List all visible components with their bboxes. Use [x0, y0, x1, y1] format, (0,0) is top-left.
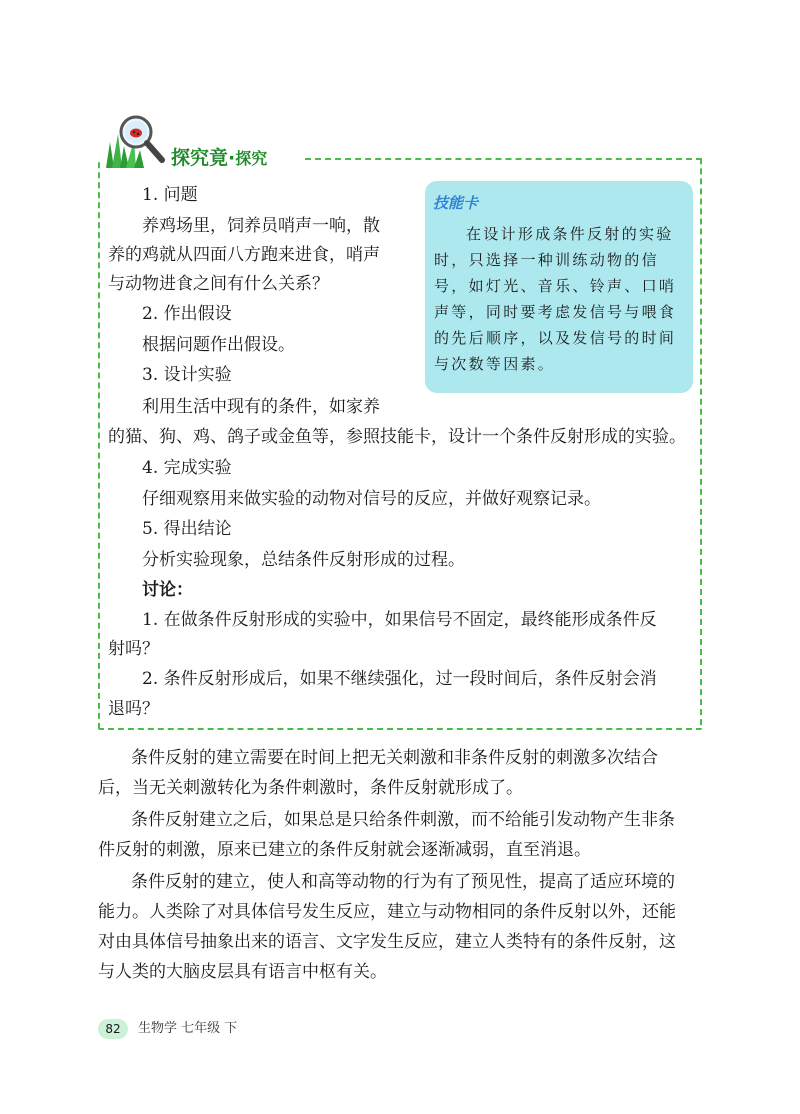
discussion-question: 1. 在做条件反射形成的实验中，如果信号不固定，最终能形成条件反: [142, 610, 657, 630]
discussion-question: 射吗？: [108, 639, 159, 659]
step-heading: 1. 问题: [142, 185, 198, 205]
body-paragraph-line: 后，当无关刺激转化为条件刺激时，条件反射就形成了。: [98, 778, 523, 798]
skill-card-line: 在设计形成条件反射的实验: [466, 225, 674, 243]
step-text: 分析实验现象，总结条件反射形成的过程。: [142, 550, 465, 570]
skill-card-line: 时，只选择一种训练动物的信: [434, 251, 659, 269]
skill-card-line: 与次数等因素。: [434, 355, 556, 373]
step-text: 的猫、狗、鸡、鸽子或金鱼等，参照技能卡，设计一个条件反射形成的实验。: [108, 427, 686, 447]
skill-card-line: 的先后顺序，以及发信号的时间: [434, 329, 677, 347]
body-paragraph-line: 件反射的刺激，原来已建立的条件反射就会逐渐减弱，直至消退。: [98, 840, 591, 860]
body-paragraph-line: 条件反射的建立需要在时间上把无关刺激和非条件反射的刺激多次结合: [131, 748, 658, 768]
body-paragraph-line: 能力。人类除了对具体信号发生反应，建立与动物相同的条件反射以外，还能: [98, 902, 676, 922]
step-text: 仔细观察用来做实验的动物对信号的反应，并做好观察记录。: [142, 489, 601, 509]
step-text: 利用生活中现有的条件，如家养: [142, 397, 380, 417]
discussion-question: 退吗？: [108, 699, 159, 719]
title-sub: 探究: [235, 149, 268, 168]
step-text: 养的鸡就从四面八方跑来进食，哨声: [108, 245, 380, 265]
body-paragraph-line: 与人类的大脑皮层具有语言中枢有关。: [98, 962, 387, 982]
step-heading: 4. 完成实验: [142, 458, 232, 478]
book-title: 生物学 七年级 下: [138, 1021, 238, 1036]
discussion-label: 讨论：: [142, 580, 193, 600]
step-heading: 5. 得出结论: [142, 519, 232, 539]
step-text: 根据问题作出假设。: [142, 335, 295, 355]
body-paragraph-line: 对由具体信号抽象出来的语言、文字发生反应，建立人类特有的条件反射，这: [98, 932, 676, 952]
skill-card-line: 号，如灯光、音乐、铃声、口哨: [434, 277, 677, 295]
title-main: 探究竟: [171, 147, 229, 169]
body-paragraph-line: 条件反射的建立，使人和高等动物的行为有了预见性，提高了适应环境的: [131, 872, 675, 892]
body-paragraph-line: 条件反射建立之后，如果总是只给条件刺激，而不给能引发动物产生非条: [131, 810, 675, 830]
skill-card-title: 技能卡: [433, 194, 479, 212]
page-number: 82: [105, 1022, 121, 1036]
skill-card-line: 声等，同时要考虑发信号与喂食: [434, 303, 677, 321]
step-text: 与动物进食之间有什么关系？: [108, 274, 329, 294]
discussion-question: 2. 条件反射形成后，如果不继续强化，过一段时间后，条件反射会消: [142, 669, 657, 689]
step-heading: 2. 作出假设: [142, 304, 232, 324]
step-text: 养鸡场里，饲养员哨声一响，散: [142, 216, 380, 236]
step-heading: 3. 设计实验: [142, 365, 232, 385]
title-dot: ·: [228, 147, 236, 169]
